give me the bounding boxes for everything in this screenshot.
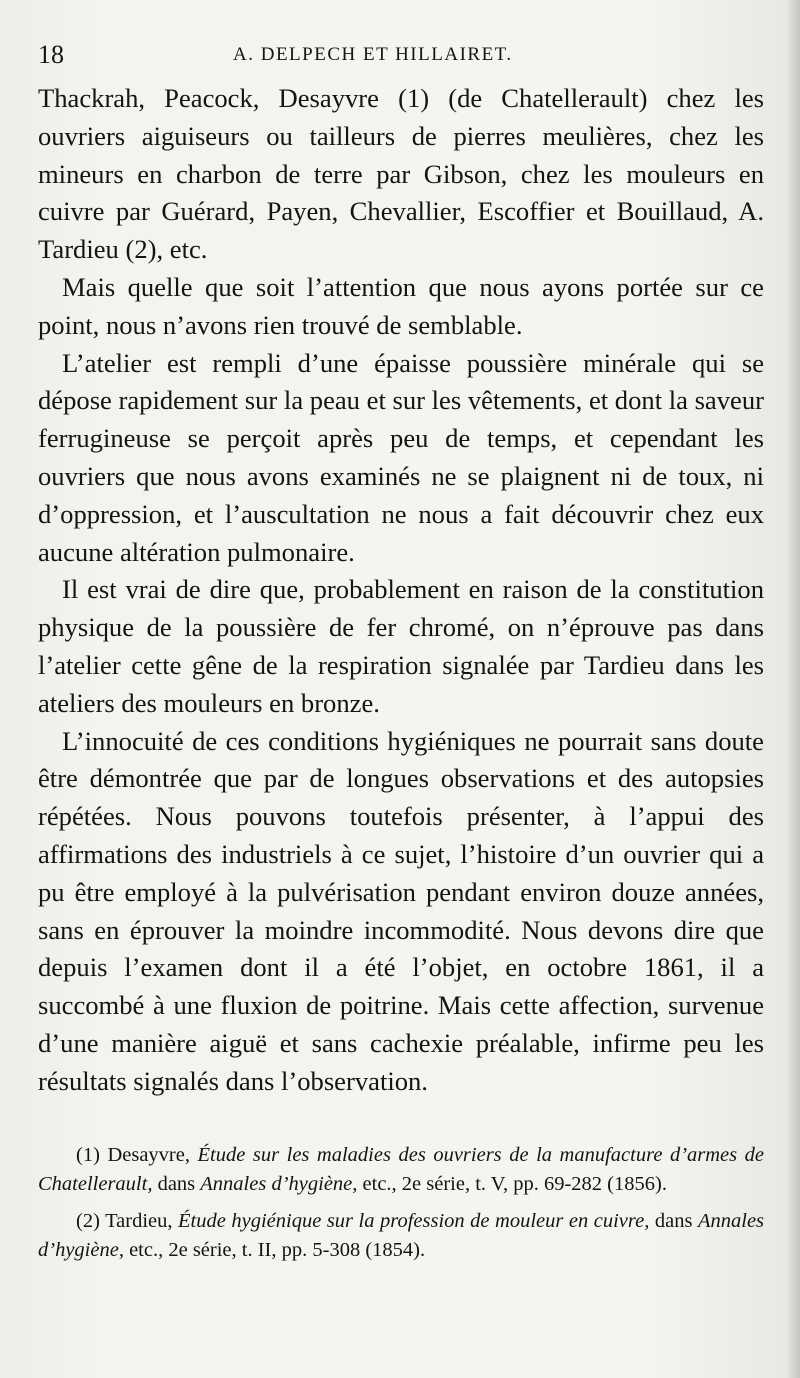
footnote-1-rest: etc., 2e série, t. V, pp. 69-282 (1856). xyxy=(362,1172,667,1195)
paragraph-2: Mais quelle que soit l’attention que nous ayons portée sur ce point, nous n’avons rien trouvé de semblable. xyxy=(38,271,764,340)
paragraph-4: Il est vrai de dire que, probablement en raison de la constitution physique de la poussière de fer chromé, on n’éprouve pas dans l’atelier cette gêne de la respiration signalée par Tardieu dans les ateliers des mouleurs en bronze. xyxy=(38,574,764,718)
footnote-2-in: dans xyxy=(654,1209,693,1232)
footnote-2-author: Tardieu, xyxy=(105,1209,173,1232)
footnote-2-marker: (2) xyxy=(76,1209,100,1232)
footnote-2 xyxy=(38,1207,764,1265)
footnote-2-title: Étude hygiénique sur la profession de mouleur en cuivre, xyxy=(178,1209,650,1232)
paragraph-1: Thackrah, Peacock, Desayvre (1) (de Chatellerault) chez les ouvriers aiguiseurs ou tailleurs de pierres meulières, chez les mineurs en charbon de terre par Gibson, chez les mouleurs en cuivre par Guérard, Payen, Chevallier, Escoffier et Bouillaud, A. Tardieu (2), etc. xyxy=(38,83,764,265)
footnotes xyxy=(38,1141,764,1265)
paragraph-5: L’innocuité de ces conditions hygiéniques ne pourrait sans doute être démontrée que par de longues observations et des autopsies répétées. Nous pouvons toutefois présenter, à l’appui des affirmations des industriels à ce sujet, l’histoire d’un ouvrier qui a pu être employé à la pulvérisation pendant environ douze années, sans en éprouver la moindre incommodité. Nous devons dire que depuis l’examen dont il a été l’objet, en octobre 1861, il a succombé à une fluxion de poitrine. Mais cette affection, survenue d’une manière aiguë et sans cachexie préalable, infirme peu les résultats signalés dans l’observation. xyxy=(38,725,764,1096)
body-text xyxy=(38,80,764,1101)
paragraph-3: L’atelier est rempli d’une épaisse poussière minérale qui se dépose rapidement sur la peau et sur les vêtements, et dont la saveur ferrugineuse se perçoit après peu de temps, et cependant les ouvriers que nous avons examinés ne se plaignent ni de toux, ni d’oppression, et l’auscultation ne nous a fait découvrir chez eux aucune altération pulmonaire. xyxy=(38,347,764,567)
footnote-1 xyxy=(38,1141,764,1199)
footnote-1-author: Desayvre, xyxy=(107,1143,190,1166)
footnote-1-journal: Annales d’hygiène, xyxy=(200,1172,358,1195)
footnote-2-rest: etc., 2e série, t. II, pp. 5-308 (1854). xyxy=(129,1238,426,1261)
footnote-1-marker: (1) xyxy=(76,1143,100,1166)
running-head: A. DELPECH ET HILLAIRET. xyxy=(233,44,513,65)
footnote-1-title: Étude sur les maladies des ouvriers de la manufacture d’armes de Chatellerault, xyxy=(38,1143,765,1195)
footnote-1-in: dans xyxy=(157,1172,196,1195)
page-edge-shadow xyxy=(786,0,800,1378)
page-header xyxy=(38,40,764,80)
page-number: 18 xyxy=(38,40,64,69)
footnote-2-journal: Annales d’hygiène, xyxy=(38,1209,765,1261)
